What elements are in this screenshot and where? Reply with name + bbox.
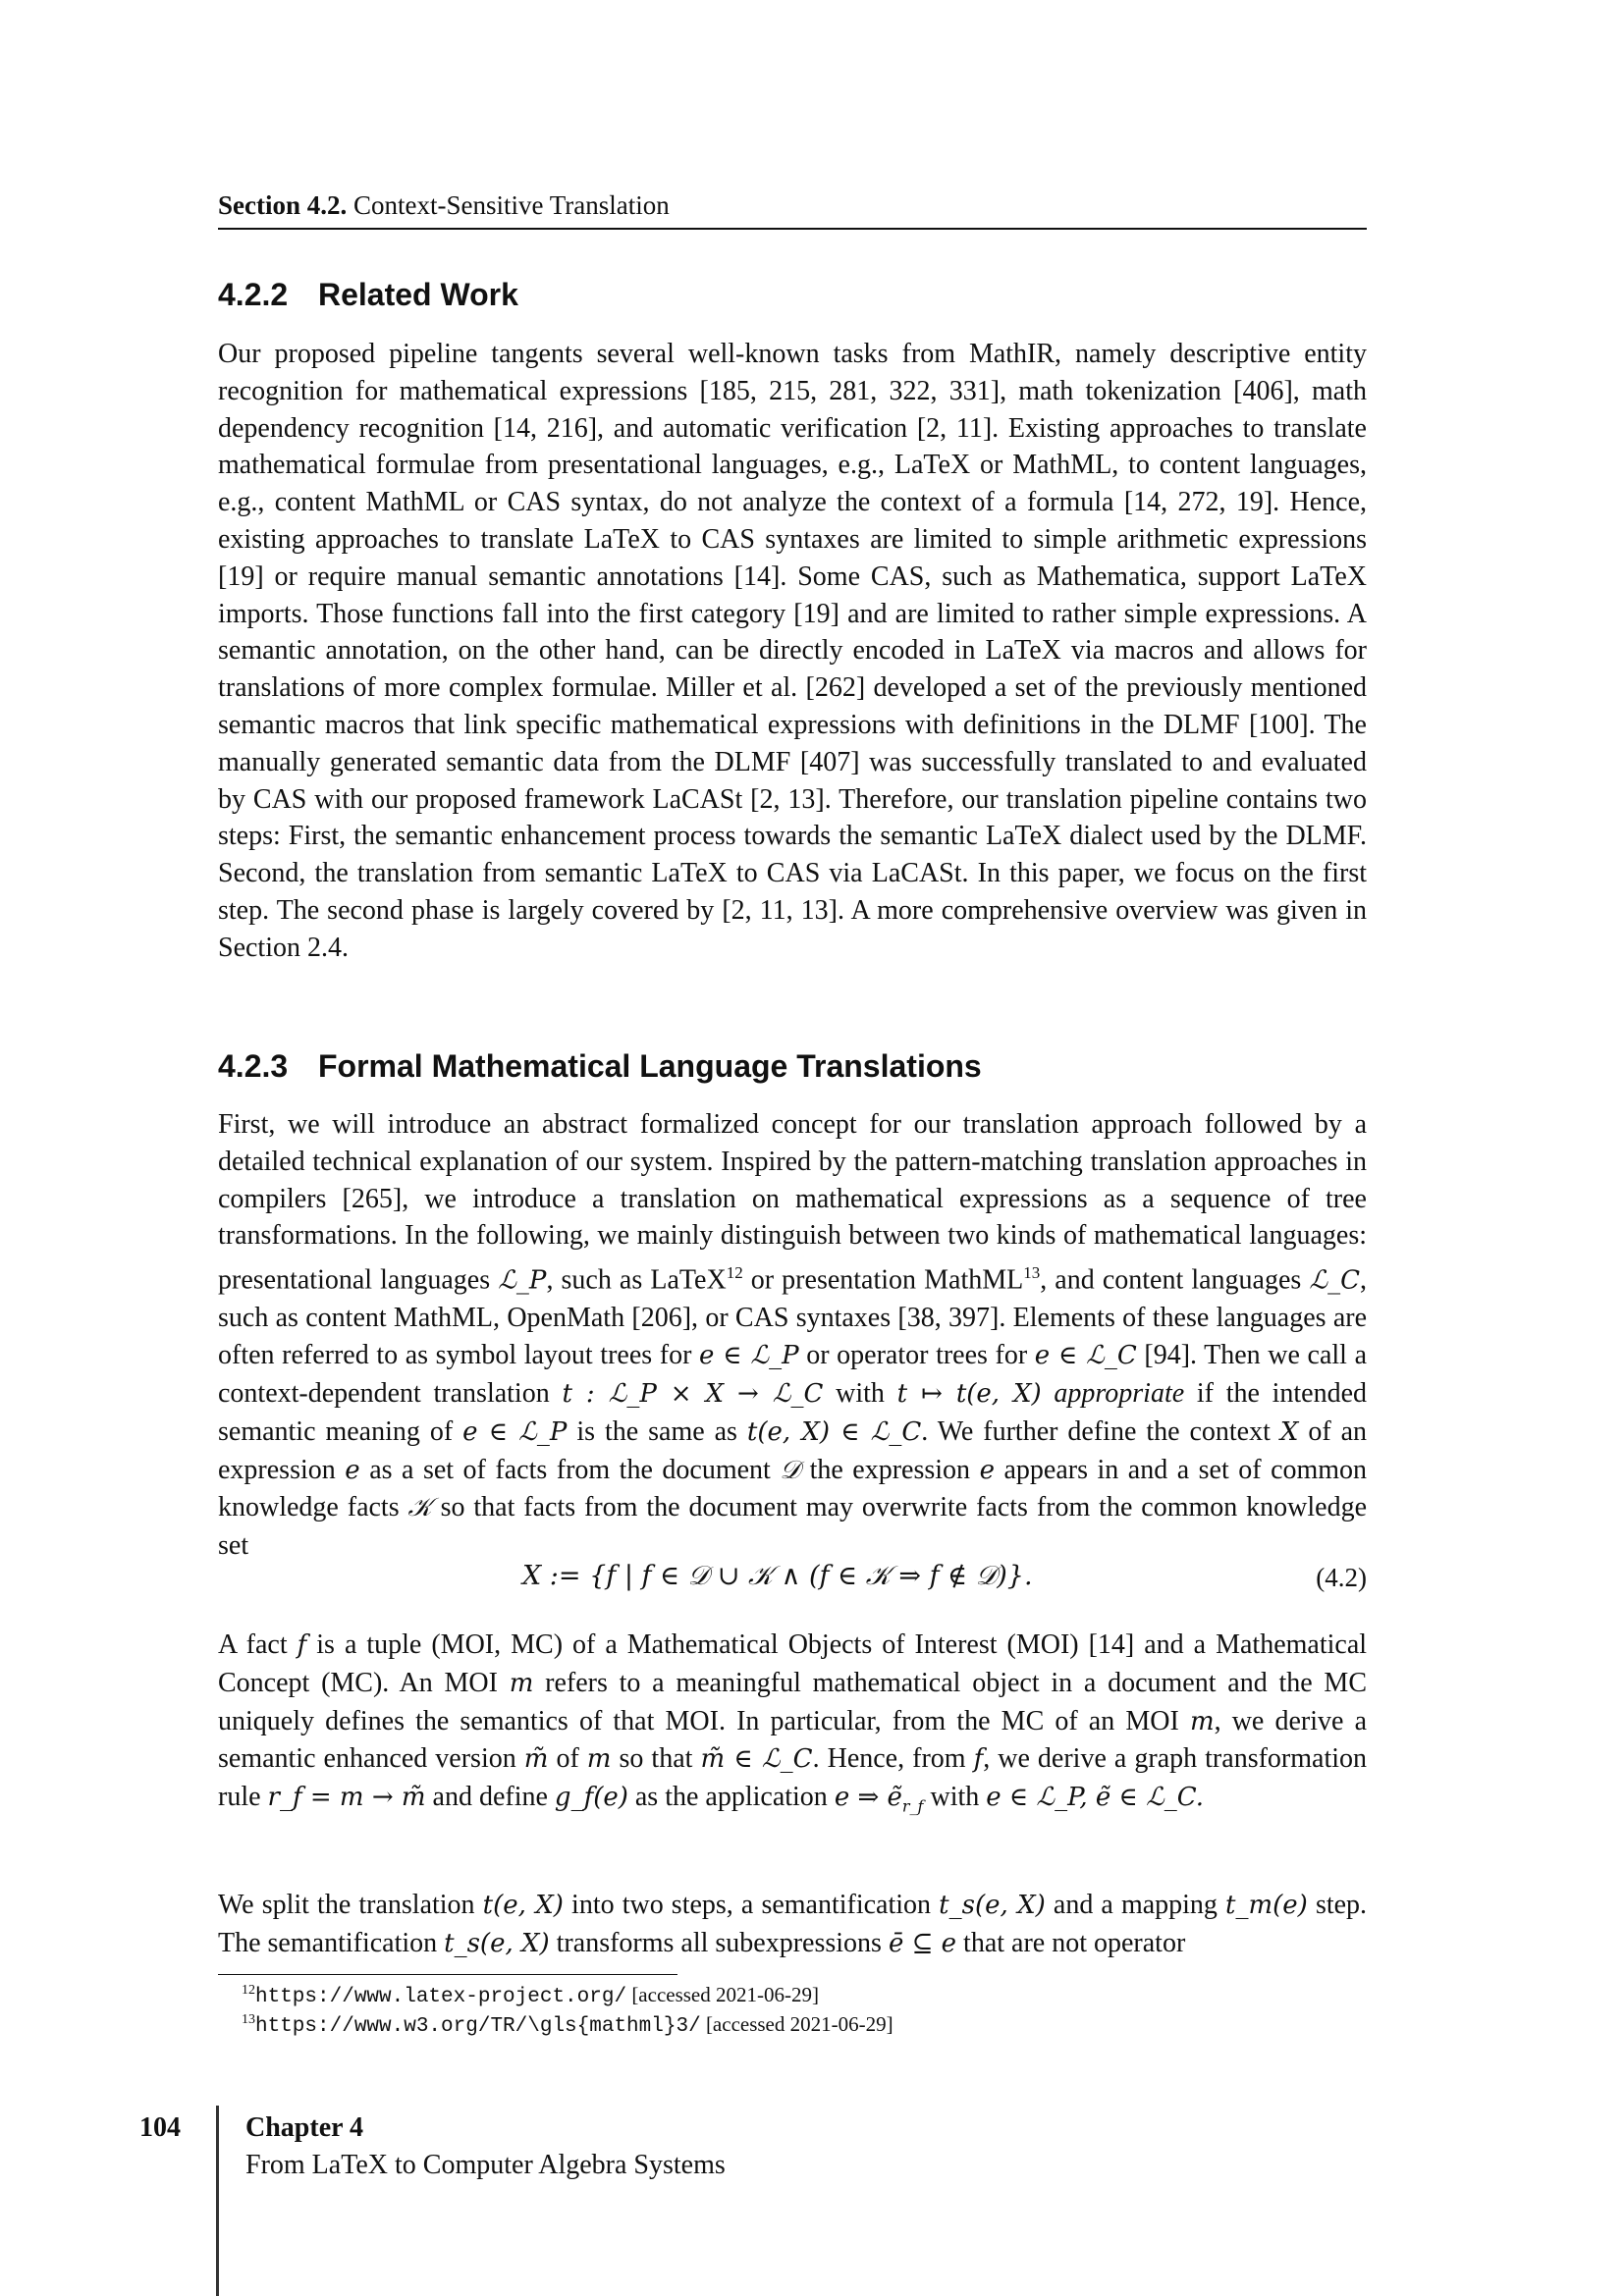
running-header: [218, 190, 1367, 221]
math: 𝒦: [407, 1493, 432, 1523]
footnote-12: $^{12}$https://www.latex-project.org/ [accessed 2021-06-29]: [242, 1983, 819, 2008]
header-section-title: Context-Sensitive Translation: [353, 190, 670, 220]
equation-4-2: [218, 1561, 1367, 1600]
footnote-mark: 13: [1023, 1263, 1041, 1283]
section-number: 4.2.2: [218, 277, 289, 312]
footnote-url[interactable]: https://www.latex-project.org/: [255, 1986, 627, 2008]
footer-divider: [216, 2106, 219, 2296]
math: e ∈ ℒ_C: [1034, 1341, 1137, 1371]
header-section-label: Section 4.2.: [218, 190, 348, 220]
formal-translation-paragraph: First, we will introduce an abstract formalized concept for our translation approach followed by a detailed technical explanation of our system. Inspired by the pattern-matching translation approaches in compilers [265], we introduce a translation on mathematical expressions as a sequence of tree transformations. In the following, we mainly distinguish between two kinds of mathematical languages: presentational languages ℒ_P, such as LaTeX$^{12}$ or presentation MathML$^{13}$, and content languages ℒ_C, such as content MathML, OpenMath [206], or CAS syntaxes [38, 397]. Elements of these languages are often referred to as symbol layout trees for e ∈ ℒ_P or operator trees for e ∈ ℒ_C [94]. Then we call a context-dependent translation t : ℒ_P × X → ℒ_C with t ↦ t(e, X) appropriate if the intended semantic meaning of e ∈ ℒ_P is the same as t(e, X) ∈ ℒ_C. We further define the context X of an expression e as a set of facts from the document 𝒟 the expression e appears in and a set of common knowledge facts 𝒦 so that facts from the document may overwrite facts from the common knowledge set: [218, 1109, 1368, 1562]
page-number: 104: [139, 2112, 181, 2143]
section-title: Related Work: [318, 277, 518, 312]
math: 𝒟: [780, 1455, 801, 1485]
section-heading-formal-translations: [218, 1048, 982, 1085]
related-work-paragraph: [218, 336, 1367, 967]
header-rule: [218, 228, 1367, 230]
math: e: [979, 1455, 995, 1485]
footnote-13: $^{13}$https://www.w3.org/TR/\gls{mathml}3/ [accessed 2021-06-29]: [242, 2012, 893, 2038]
equation-body: X := {f | f ∈ 𝒟 ∪ 𝒦 ∧ (f ∈ 𝒦 ⇒ f ∉ 𝒟)}.: [522, 1561, 1033, 1591]
math: t : ℒ_P × X → ℒ_C: [562, 1378, 824, 1409]
fact-definition-paragraph: A fact f is a tuple (MOI, MC) of a Mathematical Objects of Interest (MOI) [14] and a Mathematical Concept (MC). An MOI m refers to a meaningful mathematical object in a document and the MC uniquely defines the semantics of that MOI. In particular, from the MC of an MOI m, we derive a semantic enhanced version m̃ of m so that m̃ ∈ ℒ_C. Hence, from f, we derive a graph transformation rule r_f = m → m̃ and define g_f(e) as the application e ⇒ ẽ$_{r\_f}$ with e ∈ ℒ_P, ẽ ∈ ℒ_C.: [218, 1629, 1368, 1816]
footnote-rule: [218, 1974, 677, 1975]
footnote-url[interactable]: https://www.w3.org/TR/\gls{mathml}3/: [255, 2015, 701, 2038]
math: e ∈ ℒ_P: [462, 1416, 568, 1447]
math: X: [1279, 1416, 1299, 1447]
paragraph-text: Our proposed pipeline tangents several well-known tasks from MathIR, namely descriptive entity recognition for mathematical expressions [185, 215, 281, 322, 331], math tokenization [406], math dependency recognition [14, 216], and automatic verification [2, 11]. Existing approaches to translate mathematical formulae from presentational languages, e.g., LaTeX or MathML, to content languages, e.g., content MathML or CAS syntax, do not analyze the context of a formula [14, 272, 19]. Hence, existing approaches to translate LaTeX to CAS syntaxes are limited to simple arithmetic expressions [19] or require manual semantic annotations [14]. Some CAS, such as Mathematica, support LaTeX imports. Those functions fall into the first category [19] and are limited to rather simple expressions. A semantic annotation, on the other hand, can be directly encoded in LaTeX via macros and allows for translations of more complex formulae. Miller et al. [262] developed a set of the previously mentioned semantic macros that link specific mathematical expressions with definitions in the DLMF [100]. The manually generated semantic data from the DLMF [407] was successfully translated to and evaluated by CAS with our proposed framework LaCASt [2, 13]. Therefore, our translation pipeline contains two steps: First, the semantic enhancement process towards the semantic LaTeX dialect used by the DLMF. Second, the translation from semantic LaTeX to CAS via LaCASt. In this paper, we focus on the first step. The second phase is largely covered by [2, 11, 13]. A more comprehensive overview was given in Section 2.4.: [218, 339, 1367, 963]
math: ℒ_P: [498, 1265, 547, 1296]
math: e: [345, 1455, 360, 1485]
math: e ∈ ℒ_P: [699, 1341, 799, 1371]
math: t(e, X) ∈ ℒ_C: [746, 1416, 922, 1447]
math: t ↦ t(e, X): [896, 1378, 1042, 1409]
math: ℒ_C: [1309, 1265, 1360, 1296]
equation-number: (4.2): [1316, 1563, 1367, 1592]
footer-chapter-title: From LaTeX to Computer Algebra Systems: [245, 2150, 726, 2180]
translation-steps-paragraph: We split the translation t(e, X) into two steps, a semantification t_s(e, X) and a mapping t_m(e) step. The semantification t_s(e, X) transforms all subexpressions ē ⊆ e that are not operator: [218, 1890, 1368, 1958]
footer-chapter: Chapter 4: [245, 2112, 364, 2143]
footnote-mark: 12: [726, 1263, 743, 1283]
section-title: Formal Mathematical Language Translations: [318, 1048, 982, 1084]
section-number: 4.2.3: [218, 1048, 289, 1084]
section-heading-related-work: [218, 277, 518, 313]
